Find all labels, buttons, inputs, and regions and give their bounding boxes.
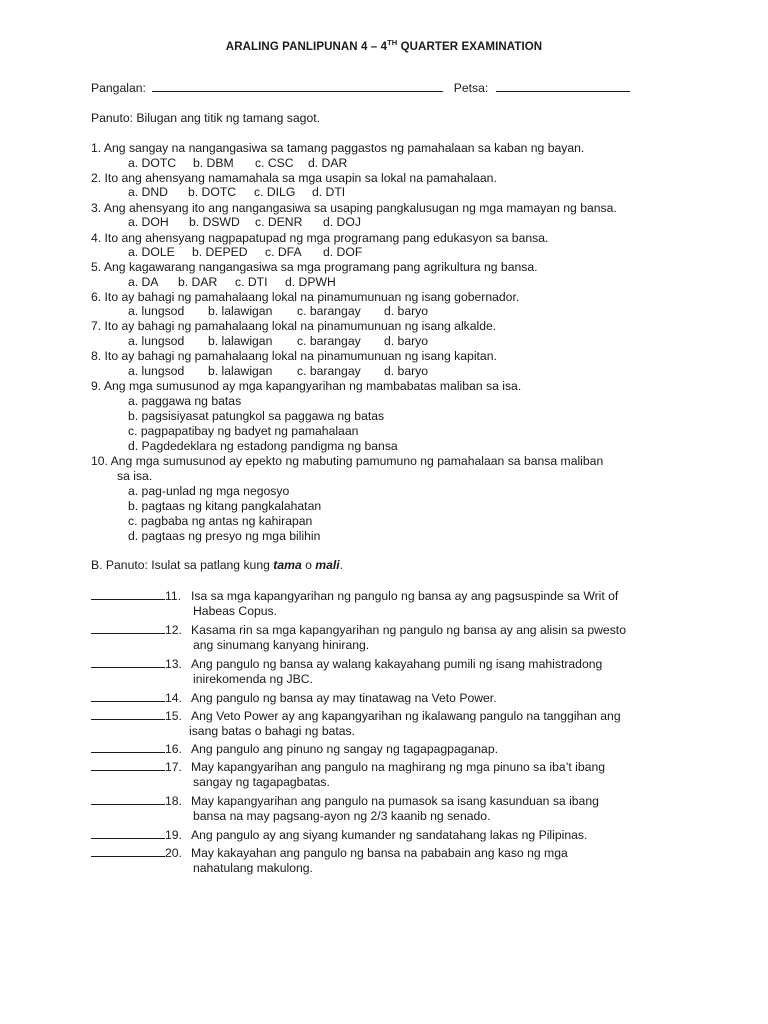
choice[interactable]: c. DENR: [255, 215, 303, 229]
name-date-row: [91, 80, 630, 96]
item-text: Isa sa mga kapangyarihan ng pangulo ng bansa ay ang pagsuspinde sa Writ of: [191, 589, 619, 603]
question-text: 9. Ang mga sumusunod ay mga kapangyarihan ng mambabatas maliban sa isa.: [91, 379, 522, 393]
petsa-blank[interactable]: [496, 80, 630, 92]
choice[interactable]: c. DILG: [254, 185, 296, 199]
choice[interactable]: d. baryo: [384, 334, 429, 348]
tf-item: [91, 759, 605, 775]
pangalan-label: Pangalan:: [91, 81, 146, 95]
choice[interactable]: d. DOF: [323, 245, 363, 259]
tf-item: [91, 622, 626, 638]
choice[interactable]: a. lungsod: [128, 364, 185, 378]
answer-blank[interactable]: [91, 845, 165, 857]
question-text-continued: sa isa.: [117, 469, 153, 483]
item-text: Ang pangulo ng bansa ay walang kakayahang pumili ng isang mahistradong: [191, 657, 603, 671]
choice[interactable]: a. DA: [128, 275, 159, 289]
tf-item: [91, 708, 621, 724]
tf-item: [91, 588, 618, 604]
choice[interactable]: a. paggawa ng batas: [128, 394, 242, 408]
item-number: 19.: [165, 828, 182, 842]
choice[interactable]: b. lalawigan: [208, 304, 273, 318]
item-number: 18.: [165, 794, 182, 808]
instruction-b-tama: tama: [273, 558, 302, 572]
choice[interactable]: d. Pagdedeklara ng estadong pandigma ng bansa: [128, 439, 398, 453]
choice[interactable]: d. DOJ: [323, 215, 361, 229]
choice-row: [128, 185, 345, 200]
choice[interactable]: c. barangay: [297, 334, 361, 348]
item-number: 14.: [165, 691, 182, 705]
item-text: Ang pangulo ang pinuno ng sangay ng tagapagpaganap.: [191, 742, 498, 756]
choice[interactable]: b. pagsisiyasat patungkol sa paggawa ng batas: [128, 409, 385, 423]
answer-blank[interactable]: [91, 793, 165, 805]
instruction-b-mali: mali: [315, 558, 340, 572]
choice[interactable]: b. pagtaas ng kitang pangkalahatan: [128, 499, 322, 513]
choice[interactable]: b. lalawigan: [208, 364, 273, 378]
item-text-continued: isang batas o bahagi ng batas.: [189, 724, 356, 738]
choice[interactable]: a. DND: [128, 185, 168, 199]
tf-item: [91, 845, 568, 861]
item-number: 17.: [165, 760, 182, 774]
question-text: 10. Ang mga sumusunod ay epekto ng mabuting pamumuno ng pamahalaan sa bansa maliban: [91, 454, 604, 468]
answer-blank[interactable]: [91, 622, 165, 634]
item-number: 15.: [165, 709, 182, 723]
choice[interactable]: d. pagtaas ng presyo ng mga bilihin: [128, 529, 321, 543]
choice[interactable]: b. DAR: [178, 275, 218, 289]
pangalan-blank[interactable]: [152, 80, 443, 92]
title-text-rest: QUARTER EXAMINATION: [397, 40, 543, 53]
question-text: 4. Ito ang ahensyang nagpapatupad ng mga programang pang edukasyon sa bansa.: [91, 231, 549, 245]
item-text-continued: nahatulang makulong.: [193, 861, 313, 875]
choice[interactable]: c. DFA: [265, 245, 302, 259]
answer-blank[interactable]: [91, 827, 165, 839]
choice[interactable]: b. DSWD: [189, 215, 240, 229]
item-number: 20.: [165, 846, 182, 860]
tf-item: [91, 690, 497, 706]
instruction-b: [91, 558, 343, 573]
choice[interactable]: d. DTI: [312, 185, 346, 199]
petsa-label: Petsa:: [453, 81, 489, 95]
answer-blank[interactable]: [91, 741, 165, 753]
answer-blank[interactable]: [91, 656, 165, 668]
choice[interactable]: d. DAR: [308, 156, 348, 170]
item-text-continued: inirekomenda ng JBC.: [193, 672, 313, 686]
item-text: May kapangyarihan ang pangulo na maghirang ng mga pinuno sa iba’t ibang: [191, 760, 605, 774]
item-text-continued: sangay ng tagapagbatas.: [193, 775, 330, 789]
question-text: 2. Ito ang ahensyang namamahala sa mga usapin sa lokal na pamahalaan.: [91, 171, 497, 185]
item-number: 12.: [165, 623, 182, 637]
choice-row: [128, 364, 428, 379]
tf-item: [91, 656, 602, 672]
instruction-b-or: o: [301, 558, 316, 572]
choice[interactable]: d. DPWH: [285, 275, 336, 289]
item-text: May kakayahan ang pangulo ng bansa na pababain ang kaso ng mga: [191, 846, 568, 860]
answer-blank[interactable]: [91, 708, 165, 720]
choice-row: [128, 215, 361, 230]
choice[interactable]: c. CSC: [255, 156, 294, 170]
title-superscript: TH: [387, 38, 398, 47]
item-number: 13.: [165, 657, 182, 671]
tf-item: [91, 741, 498, 757]
instruction-b-period: .: [339, 558, 344, 572]
choice-row: [128, 334, 428, 349]
answer-blank[interactable]: [91, 690, 165, 702]
item-text: Ang pangulo ay ang siyang kumander ng sandatahang lakas ng Pilipinas.: [191, 828, 588, 842]
question-text: 6. Ito ay bahagi ng pamahalaang lokal na pinamumunuan ng isang gobernador.: [91, 290, 520, 304]
choice[interactable]: d. baryo: [384, 304, 429, 318]
choice[interactable]: a. pag-unlad ng mga negosyo: [128, 484, 290, 498]
choice[interactable]: d. baryo: [384, 364, 429, 378]
choice[interactable]: b. DOTC: [188, 185, 237, 199]
choice-row: [128, 275, 336, 290]
question-text: 1. Ang sangay na nangangasiwa sa tamang paggastos ng pamahalaan sa kaban ng bayan.: [91, 141, 585, 155]
tf-item: [91, 827, 587, 843]
item-text: Ang Veto Power ay ang kapangyarihan ng ikalawang pangulo na tanggihan ang: [191, 709, 621, 723]
question-text: 3. Ang ahensyang ito ang nangangasiwa sa usaping pangkalusugan ng mga mamayan ng bansa.: [91, 201, 617, 215]
title-text: ARALING PANLIPUNAN 4 – 4: [225, 40, 388, 53]
choice[interactable]: c. barangay: [297, 304, 361, 318]
choice[interactable]: b. DEPED: [192, 245, 248, 259]
tf-item: [91, 793, 599, 809]
choice[interactable]: c. DTI: [235, 275, 268, 289]
choice[interactable]: c. barangay: [297, 364, 361, 378]
item-number: 11.: [165, 589, 182, 603]
answer-blank[interactable]: [91, 759, 165, 771]
question-text: 8. Ito ay bahagi ng pamahalaang lokal na pinamumunuan ng isang kapitan.: [91, 349, 497, 363]
choice[interactable]: a. lungsod: [128, 304, 185, 318]
choice[interactable]: b. lalawigan: [208, 334, 273, 348]
choice[interactable]: a. DOH: [128, 215, 169, 229]
item-text-continued: Habeas Copus.: [193, 604, 278, 618]
item-text-continued: bansa na may pagsang-ayon ng 2/3 kaanib ng senado.: [193, 809, 491, 823]
instruction-a: Panuto: Bilugan ang titik ng tamang sagot.: [91, 111, 321, 125]
exam-title: [0, 38, 768, 53]
choice[interactable]: c. pagpapatibay ng badyet ng pamahalaan: [128, 424, 359, 438]
instruction-b-text: B. Panuto: Isulat sa patlang kung: [91, 558, 274, 572]
item-text: Ang pangulo ng bansa ay may tinatawag na Veto Power.: [191, 691, 497, 705]
choice-row: [128, 156, 347, 171]
item-number: 16.: [165, 742, 182, 756]
choice-row: [128, 304, 428, 319]
item-text-continued: ang sinumang kanyang hinirang.: [193, 638, 370, 652]
choice[interactable]: b. DBM: [193, 156, 234, 170]
choice[interactable]: a. DOTC: [128, 156, 177, 170]
choice[interactable]: a. lungsod: [128, 334, 185, 348]
choice[interactable]: c. pagbaba ng antas ng kahirapan: [128, 514, 313, 528]
item-text: May kapangyarihan ang pangulo na pumasok sa isang kasunduan sa ibang: [191, 794, 599, 808]
question-text: 7. Ito ay bahagi ng pamahalaang lokal na pinamumunuan ng isang alkalde.: [91, 319, 497, 333]
question-text: 5. Ang kagawarang nangangasiwa sa mga programang pang agrikultura ng bansa.: [91, 260, 538, 274]
item-text: Kasama rin sa mga kapangyarihan ng pangulo ng bansa ay ang alisin sa pwesto: [191, 623, 626, 637]
answer-blank[interactable]: [91, 588, 165, 600]
choice-row: [128, 245, 362, 260]
choice[interactable]: a. DOLE: [128, 245, 175, 259]
